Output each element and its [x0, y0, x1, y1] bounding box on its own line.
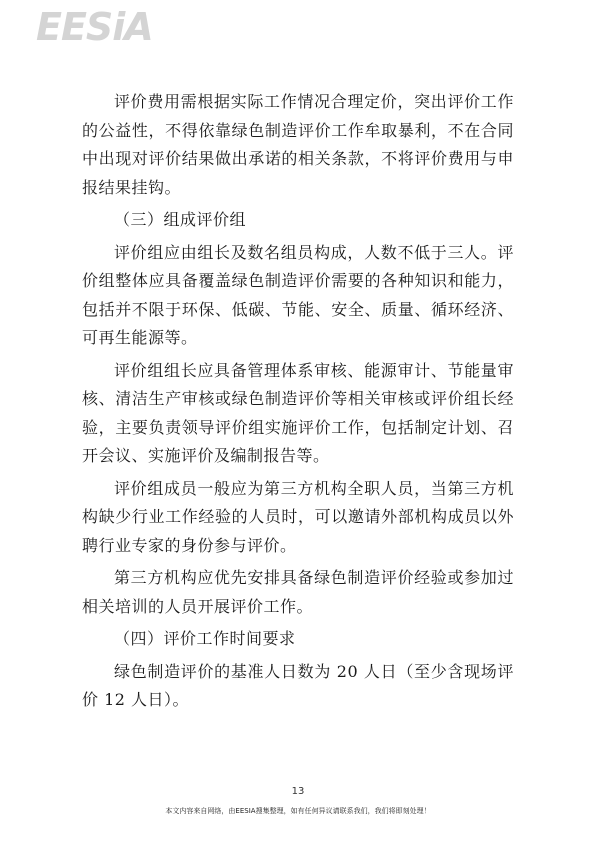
paragraph-team-composition: 评价组应由组长及数名组员构成，人数不低于三人。评价组整体应具备覆盖绿色制造评价需要的各种知识和能力，包括并不限于环保、低碳、节能、安全、质量、循环经济、可再生能源等。	[82, 242, 514, 347]
paragraph-team-leader: 评价组组长应具备管理体系审核、能源审计、节能量审核、清洁生产审核或绿色制造评价等相关审核或评价组长经验，主要负责领导评价组实施评价工作，包括制定计划、召开会议、实施评价及编制报告等。	[82, 360, 514, 465]
paragraph-team-members: 评价组成员一般应为第三方机构全职人员，当第三方机构缺少行业工作经验的人员时，可以邀请外部机构成员以外聘行业专家的身份参与评价。	[82, 478, 514, 555]
footer-disclaimer: 本文内容来自网络，由EESIA搜集整理，如有任何异议请联系我们，我们将即刻处理！	[165, 807, 431, 815]
paragraph-priority-staffing: 第三方机构应优先安排具备绿色制造评价经验或参加过相关培训的人员开展评价工作。	[82, 568, 514, 616]
paragraph-evaluation-fees: 评价费用需根据实际工作情况合理定价，突出评价工作的公益性，不得依靠绿色制造评价工作牟取暴利，不在合同中出现对评价结果做出承诺的相关条款，不将评价费用与申报结果挂钩。	[82, 92, 514, 197]
document-body	[82, 88, 514, 719]
paragraph-person-days: 绿色制造评价的基准人日数为 20 人日（至少含现场评价 12 人日）。	[82, 661, 514, 709]
section-heading-4: （四）评价工作时间要求	[114, 629, 296, 648]
section-heading-3: （三）组成评价组	[114, 210, 247, 229]
eesia-logo: EESiA	[36, 5, 153, 49]
page-number: 13	[291, 786, 305, 797]
